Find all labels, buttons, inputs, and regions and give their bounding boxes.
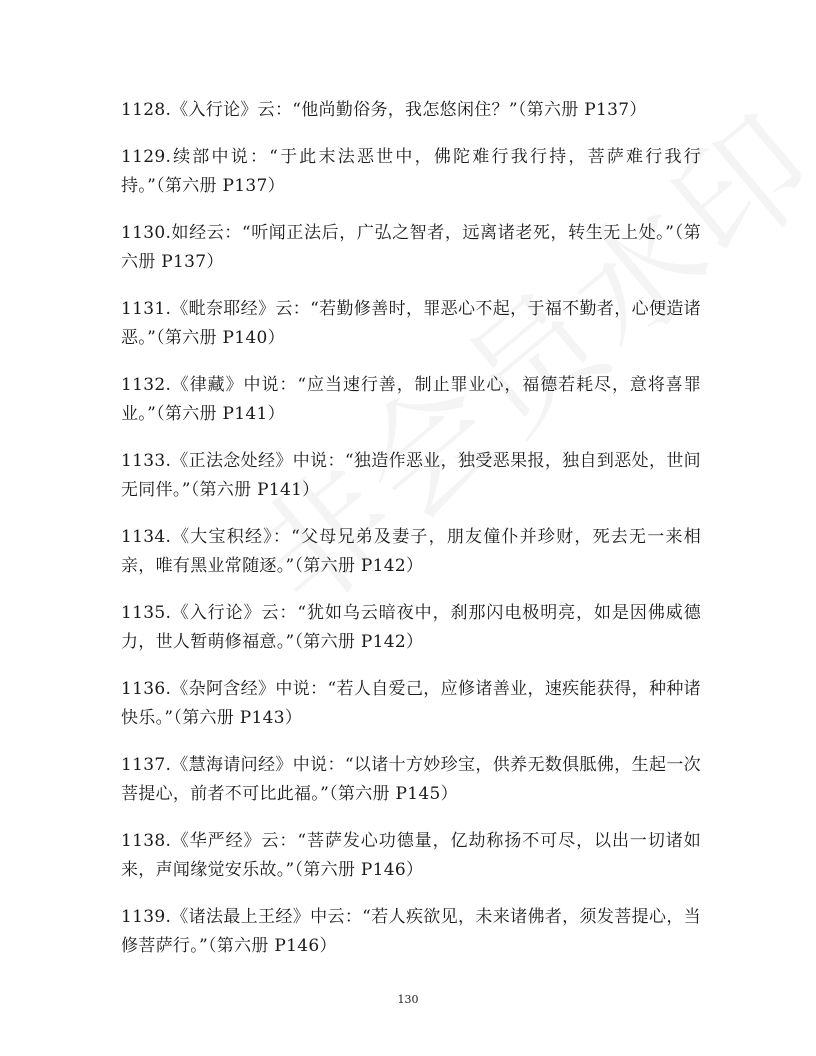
page-number: 130 — [397, 993, 419, 1006]
quote-entry: 1139.《诸法最上王经》中云：“若人疾欲见，未来诸佛者，须发菩提心，当修菩萨行。”（第六册 P146） — [121, 907, 701, 956]
quote-entry: 1133.《正法念处经》中说：“独造作恶业，独受恶果报，独自到恶处，世间无同伴。”（第六册 P141） — [121, 451, 701, 500]
quote-entry: 1132.《律藏》中说：“应当速行善，制止罪业心，福德若耗尽，意将喜罪业。”（第六册 P141） — [121, 375, 701, 424]
quote-entry: 1130.如经云：“听闻正法后，广弘之智者，远离诸老死，转生无上处。”（第六册 P137） — [121, 223, 701, 272]
quote-entry: 1129.续部中说：“于此末法恶世中，佛陀难行我行持，菩萨难行我行持。”（第六册 P137） — [121, 147, 701, 196]
quote-entry: 1131.《毗奈耶经》云：“若勤修善时，罪恶心不起，于福不勤者，心便造诸恶。”（第六册 P140） — [121, 299, 701, 348]
quote-entry: 1136.《杂阿含经》中说：“若人自爱己，应修诸善业，速疾能获得，种种诸快乐。”（第六册 P143） — [121, 679, 701, 728]
quote-entry: 1138.《华严经》云：“菩萨发心功德量，亿劫称扬不可尽，以出一切诸如来，声闻缘觉安乐故。”（第六册 P146） — [121, 831, 701, 880]
quote-entry: 1137.《慧海请问经》中说：“以诸十方妙珍宝，供养无数俱胝佛，生起一次菩提心，前者不可比此福。”（第六册 P145） — [121, 755, 701, 804]
document-body — [121, 96, 701, 979]
quote-entry: 1128.《入行论》云：“他尚勤俗务，我怎悠闲住？”（第六册 P137） — [121, 100, 647, 120]
quote-entry: 1134.《大宝积经》：“父母兄弟及妻子，朋友僮仆并珍财，死去无一来相亲，唯有黑业常随逐。”（第六册 P142） — [121, 527, 701, 576]
quote-entry: 1135.《入行论》云：“犹如乌云暗夜中，刹那闪电极明亮，如是因佛威德力，世人暂萌修福意。”（第六册 P142） — [121, 603, 701, 652]
